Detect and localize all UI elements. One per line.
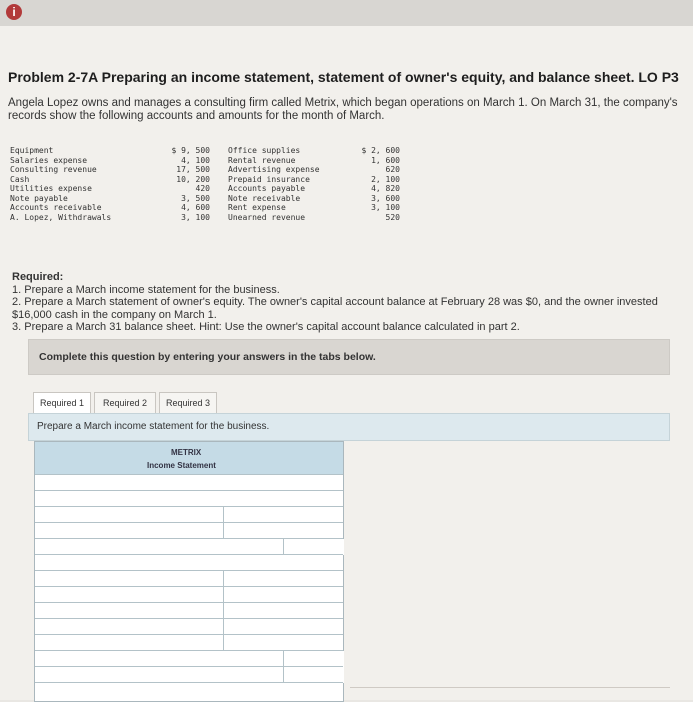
- account-amount: 4, 600: [181, 203, 210, 212]
- account-name: Rental revenue: [228, 155, 296, 165]
- prompt-text: Prepare a March income statement for the business.: [37, 421, 270, 432]
- tab-required-3[interactable]: Required 3: [159, 392, 217, 414]
- statement-row[interactable]: [35, 618, 343, 635]
- statement-row[interactable]: [35, 506, 343, 523]
- banner-text: Complete this question by entering your answers in the tabs below.: [39, 351, 376, 363]
- account-amount: $ 9, 500: [171, 146, 210, 155]
- tab-required-1[interactable]: Required 1: [33, 392, 91, 414]
- account-amount: 17, 500: [176, 165, 210, 174]
- required-section: [12, 271, 682, 334]
- tab-required-2[interactable]: Required 2: [94, 392, 156, 414]
- required-item-3: 3. Prepare a March 31 balance sheet. Hint: Use the owner's capital account balance calculated in part 2.: [12, 321, 520, 333]
- statement-row[interactable]: [35, 538, 343, 555]
- statement-row[interactable]: [35, 522, 343, 539]
- total-input[interactable]: [283, 651, 344, 667]
- account-name: Utilities expense: [10, 184, 92, 193]
- problem-title: Problem 2-7A Preparing an income statement, statement of owner's equity, and balance sheet. LO P3: [8, 69, 679, 85]
- amount-input[interactable]: [223, 603, 284, 619]
- account-name: Note payable: [10, 193, 68, 203]
- account-name: Accounts receivable: [10, 203, 102, 212]
- statement-row[interactable]: [35, 490, 343, 507]
- amount-input[interactable]: [223, 571, 284, 587]
- statement-row[interactable]: [35, 602, 343, 619]
- statement-title: Income Statement: [147, 461, 216, 470]
- amount-input[interactable]: [223, 619, 284, 635]
- account-amount: 2, 100: [371, 174, 400, 184]
- amount-input[interactable]: [223, 523, 284, 539]
- total-input[interactable]: [283, 539, 344, 555]
- statement-row[interactable]: [35, 666, 343, 683]
- account-name: Prepaid insurance: [228, 174, 310, 184]
- statement-row[interactable]: [35, 650, 343, 667]
- statement-row[interactable]: [35, 682, 343, 699]
- account-amount: 620: [385, 165, 400, 174]
- account-name: Equipment: [10, 146, 54, 155]
- statement-header: [35, 442, 343, 474]
- statement-row[interactable]: [35, 554, 343, 571]
- account-amount: 3, 100: [181, 212, 210, 222]
- account-amount: 1, 600: [371, 155, 400, 165]
- account-name: Unearned revenue: [228, 212, 306, 222]
- problem-intro: Angela Lopez owns and manages a consulting firm called Metrix, which began operations on March 1. On March 31, the company's records show the following accounts and amounts for the month of March.: [8, 97, 678, 122]
- account-name: Accounts payable: [228, 184, 306, 193]
- instructions-banner: [28, 339, 670, 375]
- account-amount: 3, 600: [371, 193, 400, 203]
- statement-row[interactable]: [35, 634, 343, 651]
- prompt-bar: [28, 413, 670, 441]
- account-name: Advertising expense: [228, 165, 320, 174]
- company-name: METRIX: [171, 448, 202, 457]
- amount-input[interactable]: [223, 587, 284, 603]
- account-name: Cash: [10, 174, 30, 184]
- total-input[interactable]: [283, 667, 344, 683]
- amount-input[interactable]: [223, 635, 284, 651]
- info-icon[interactable]: i: [6, 4, 22, 20]
- account-name: Consulting revenue: [10, 165, 97, 174]
- account-amount: 3, 100: [371, 203, 400, 212]
- amount-input[interactable]: [223, 507, 284, 523]
- income-statement-form: [34, 441, 344, 702]
- account-amount: 10, 200: [176, 174, 210, 184]
- top-bar: [0, 0, 693, 26]
- statement-row[interactable]: [35, 570, 343, 587]
- account-amount: 4, 100: [181, 155, 210, 165]
- account-amount: 420: [195, 184, 210, 193]
- account-name: Note receivable: [228, 193, 301, 203]
- required-heading: Required:: [12, 271, 64, 283]
- statement-row[interactable]: [35, 474, 343, 491]
- account-name: Office supplies: [228, 146, 301, 155]
- account-amount: $ 2, 600: [361, 146, 400, 155]
- account-amount: 520: [385, 212, 400, 222]
- divider: [350, 687, 670, 688]
- account-amount: 4, 820: [371, 184, 400, 193]
- required-item-2: 2. Prepare a March statement of owner's equity. The owner's capital account balance at February 28 was $0, and the owner invested $16,000 cash in the company on March 1.: [12, 296, 658, 321]
- account-name: Rent expense: [228, 203, 286, 212]
- account-name: A. Lopez, Withdrawals: [10, 212, 112, 222]
- account-amount: 3, 500: [181, 193, 210, 203]
- account-name: Salaries expense: [10, 155, 88, 165]
- statement-row[interactable]: [35, 586, 343, 603]
- required-item-1: 1. Prepare a March income statement for the business.: [12, 283, 280, 296]
